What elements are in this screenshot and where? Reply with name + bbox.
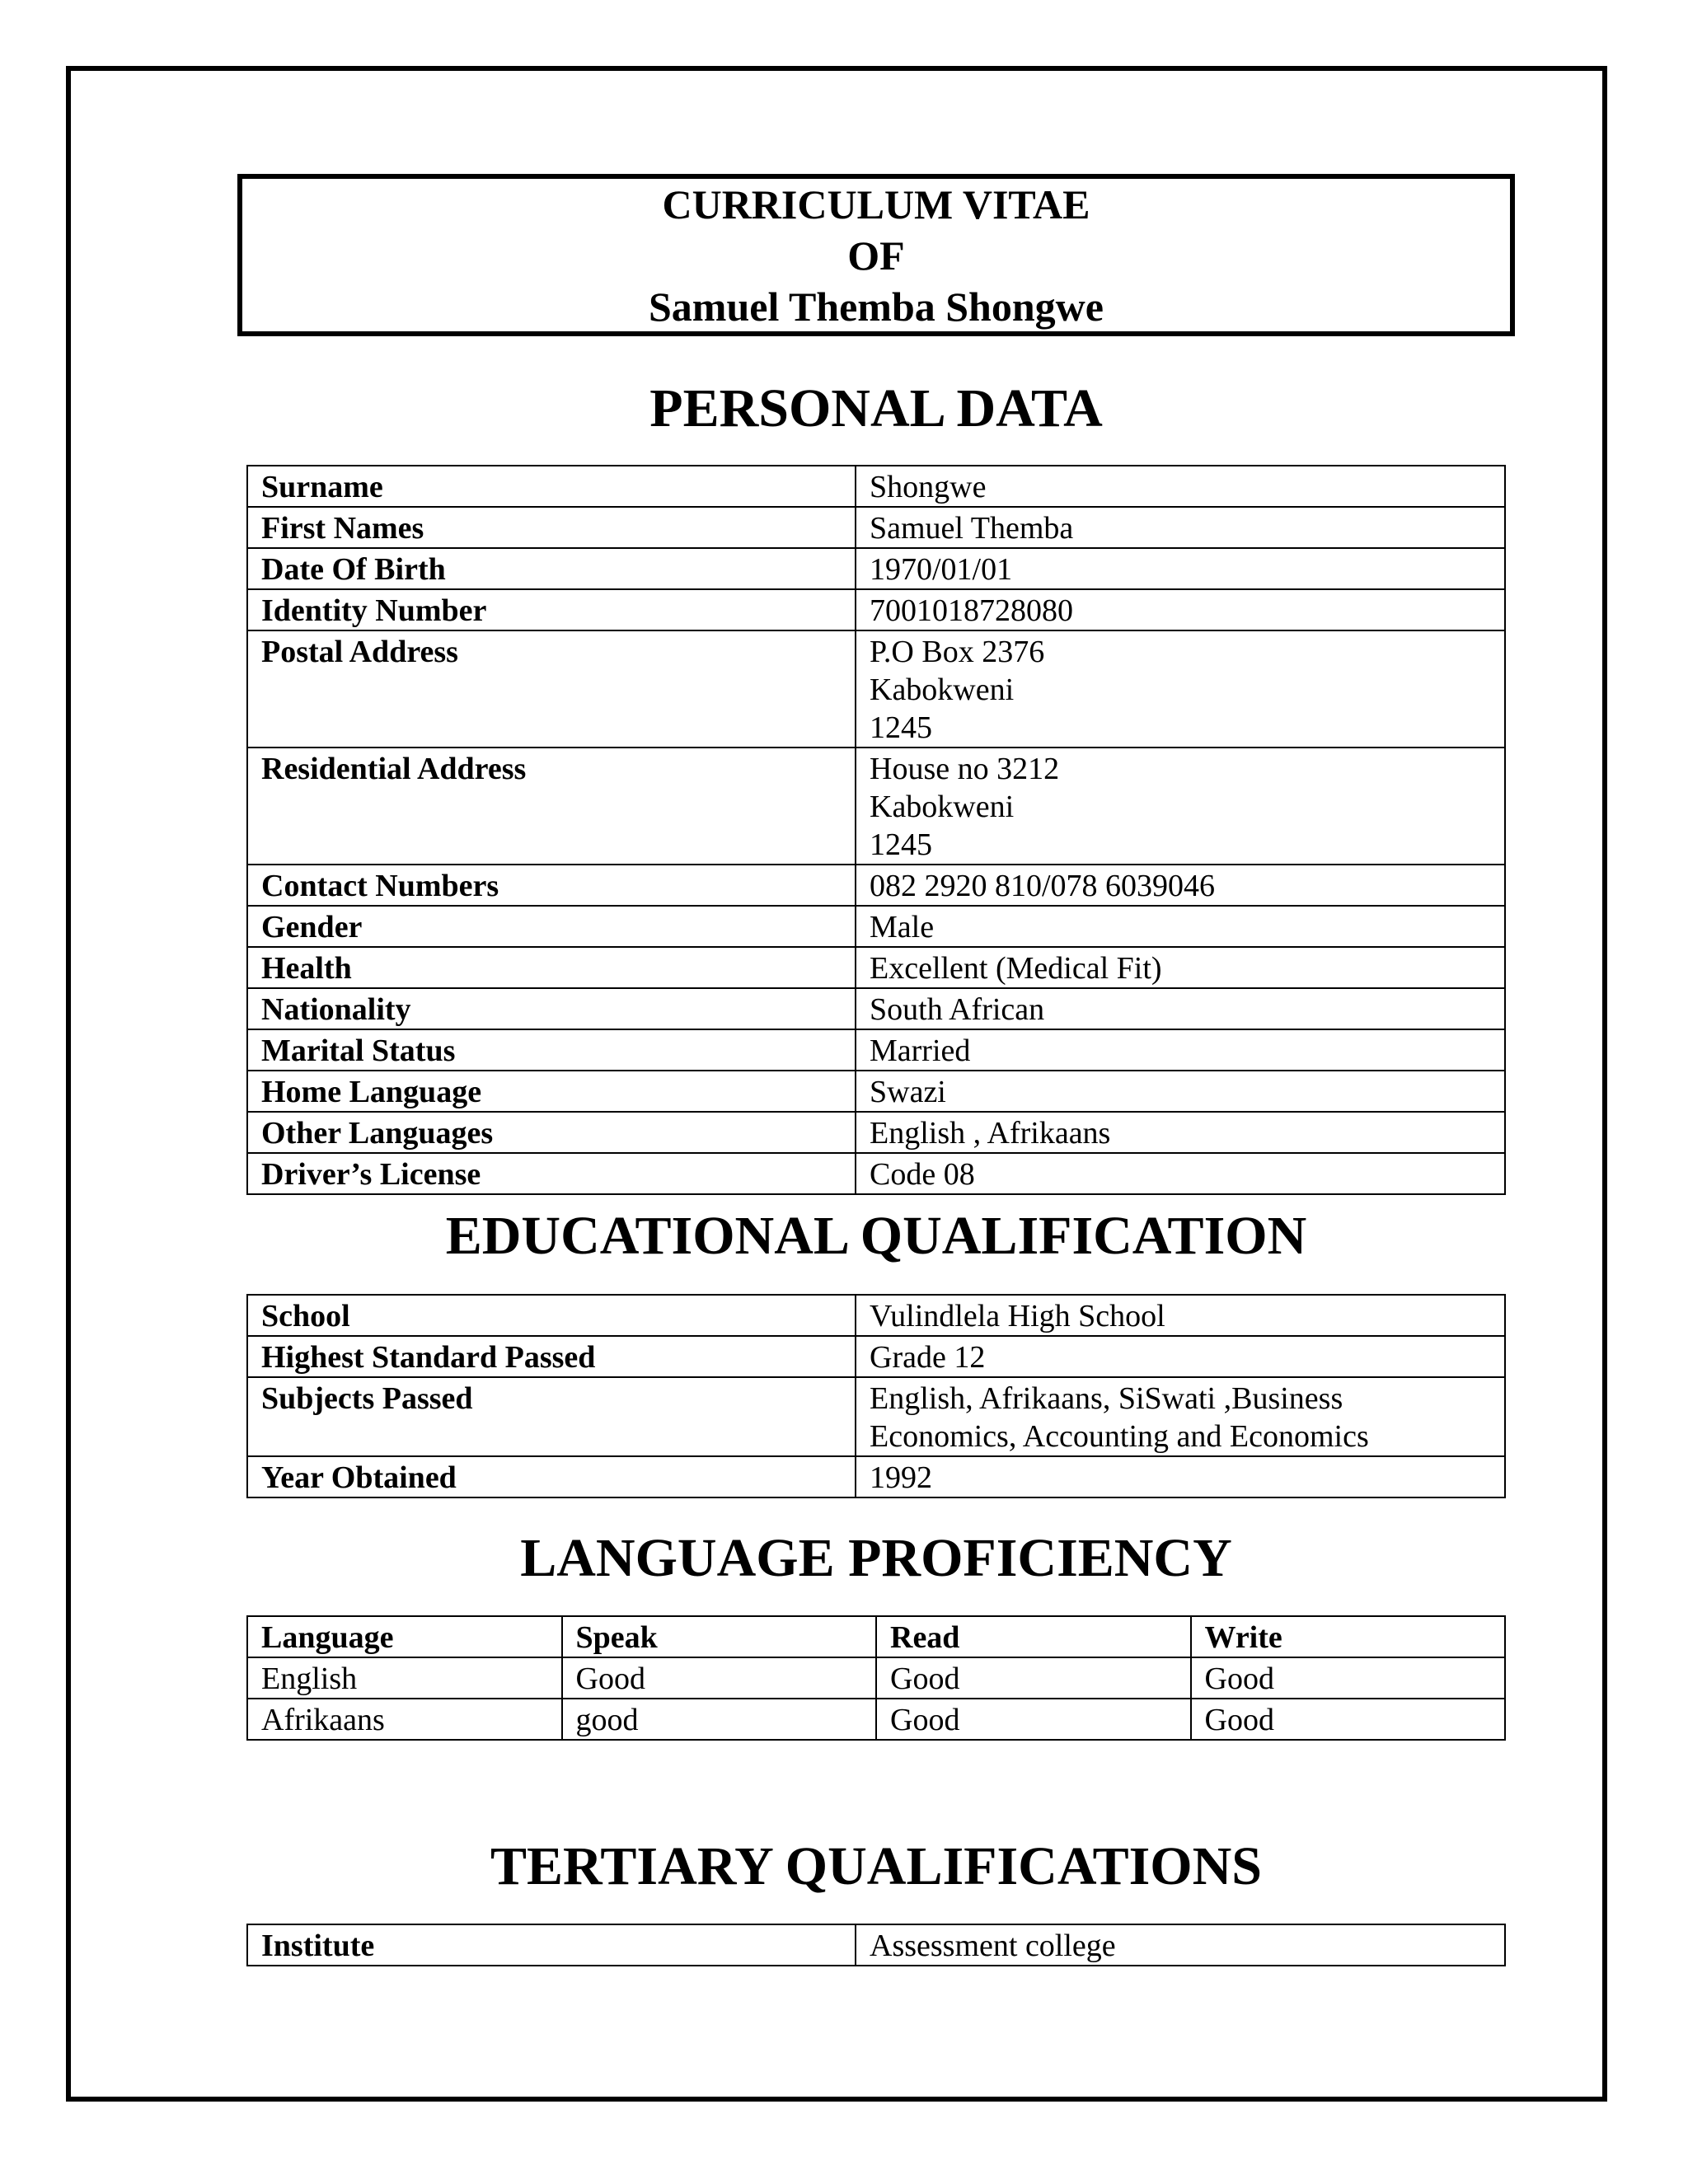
personal-data-heading: PERSONAL DATA [649, 378, 1103, 438]
row-value [856, 1295, 1505, 1336]
table-row [247, 1377, 1505, 1456]
row-label: Marital Status [247, 1029, 856, 1071]
table-row [247, 1112, 1505, 1153]
row-label: Subjects Passed [247, 1377, 856, 1456]
row-value [856, 1112, 1505, 1153]
value-line: Grade 12 [870, 1340, 986, 1375]
value-line: Code 08 [870, 1157, 975, 1192]
column-header-write: Write [1191, 1616, 1506, 1657]
value-line: Economics, Accounting and Economics [870, 1419, 1369, 1454]
value-line: House no 3212 [870, 752, 1060, 786]
tertiary-qualifications-heading: TERTIARY QUALIFICATIONS [490, 1836, 1263, 1896]
row-label: Residential Address [247, 748, 856, 865]
table-row [247, 1295, 1505, 1336]
column-header-read: Read [876, 1616, 1191, 1657]
row-label: Health [247, 947, 856, 988]
table-row [247, 906, 1505, 947]
row-value [856, 466, 1505, 507]
table-row [247, 1071, 1505, 1112]
row-label: Identity Number [247, 589, 856, 630]
table-cell: Good [1191, 1699, 1506, 1740]
title-line-2: OF [847, 232, 905, 279]
table-row [247, 947, 1505, 988]
row-label: Year Obtained [247, 1456, 856, 1497]
row-value [856, 1336, 1505, 1377]
value-line: Shongwe [870, 470, 987, 504]
value-line: Married [870, 1033, 971, 1068]
value-line: Samuel Themba [870, 511, 1074, 546]
value-line: Male [870, 910, 935, 944]
value-line: Swazi [870, 1075, 946, 1109]
row-value [856, 589, 1505, 630]
table-row [247, 1924, 1505, 1966]
table-row [247, 1153, 1505, 1194]
title-line-1: CURRICULUM VITAE [662, 180, 1090, 227]
table-cell: English [247, 1657, 562, 1699]
row-value [856, 947, 1505, 988]
table-row [247, 748, 1505, 865]
table-cell: Good [1191, 1657, 1506, 1699]
row-value [856, 630, 1505, 748]
educational-qualification-heading: EDUCATIONAL QUALIFICATION [445, 1206, 1307, 1266]
personal-data-table [246, 465, 1506, 1195]
value-line: 082 2920 810/078 6039046 [870, 869, 1216, 903]
table-row [247, 589, 1505, 630]
row-value [856, 507, 1505, 548]
row-label: School [247, 1295, 856, 1336]
table-row [247, 1456, 1505, 1497]
table-row [247, 466, 1505, 507]
educational-qualification-table [246, 1294, 1506, 1498]
table-row [247, 1336, 1505, 1377]
row-value [856, 748, 1505, 865]
row-label: Date Of Birth [247, 548, 856, 589]
row-value [856, 988, 1505, 1029]
row-label: Driver’s License [247, 1153, 856, 1194]
row-label: First Names [247, 507, 856, 548]
row-value [856, 1924, 1505, 1966]
table-row [247, 548, 1505, 589]
row-value [856, 1456, 1505, 1497]
row-value [856, 1377, 1505, 1456]
table-cell: Good [876, 1699, 1191, 1740]
row-value [856, 548, 1505, 589]
value-line: Kabokweni [870, 673, 1015, 707]
row-label: Postal Address [247, 630, 856, 748]
value-line: English, Afrikaans, SiSwati ,Business [870, 1381, 1343, 1416]
candidate-name: Samuel Themba Shongwe [649, 283, 1104, 330]
table-cell: good [562, 1699, 877, 1740]
value-line: 1992 [870, 1460, 932, 1495]
language-proficiency-table [246, 1615, 1506, 1741]
row-label: Other Languages [247, 1112, 856, 1153]
value-line: Vulindlela High School [870, 1299, 1165, 1333]
row-label: Contact Numbers [247, 865, 856, 906]
row-label: Gender [247, 906, 856, 947]
table-cell: Good [562, 1657, 877, 1699]
table-cell: Good [876, 1657, 1191, 1699]
table-row [247, 1029, 1505, 1071]
title-box [237, 174, 1515, 336]
table-row [247, 507, 1505, 548]
value-line: 1245 [870, 827, 932, 862]
value-line: P.O Box 2376 [870, 635, 1045, 669]
value-line: 1245 [870, 710, 932, 745]
column-header-speak: Speak [562, 1616, 877, 1657]
row-value [856, 1071, 1505, 1112]
table-row [247, 1657, 1505, 1699]
value-line: South African [870, 992, 1045, 1027]
row-label: Home Language [247, 1071, 856, 1112]
language-proficiency-heading: LANGUAGE PROFICIENCY [520, 1528, 1232, 1588]
value-line: Kabokweni [870, 790, 1015, 824]
table-row [247, 988, 1505, 1029]
value-line: Excellent (Medical Fit) [870, 951, 1162, 986]
row-value [856, 1153, 1505, 1194]
value-line: Assessment college [870, 1929, 1116, 1963]
row-value [856, 906, 1505, 947]
table-header-row [247, 1616, 1505, 1657]
row-label: Highest Standard Passed [247, 1336, 856, 1377]
tertiary-qualifications-table [246, 1924, 1506, 1966]
table-cell: Afrikaans [247, 1699, 562, 1740]
table-row [247, 865, 1505, 906]
table-row [247, 1699, 1505, 1740]
row-value [856, 865, 1505, 906]
value-line: 7001018728080 [870, 593, 1073, 628]
table-row [247, 630, 1505, 748]
row-label: Institute [247, 1924, 856, 1966]
column-header-language: Language [247, 1616, 562, 1657]
value-line: 1970/01/01 [870, 552, 1013, 587]
row-label: Surname [247, 466, 856, 507]
row-label: Nationality [247, 988, 856, 1029]
value-line: English , Afrikaans [870, 1116, 1111, 1151]
row-value [856, 1029, 1505, 1071]
